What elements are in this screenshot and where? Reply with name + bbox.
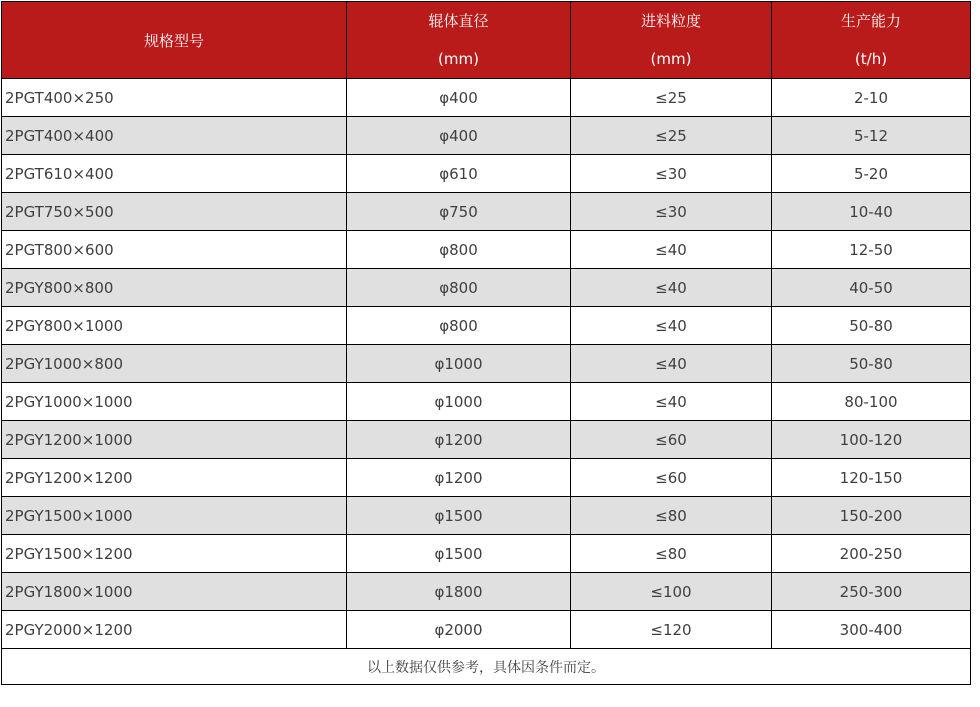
header-model (2, 2, 347, 79)
table-row (2, 231, 971, 269)
capacity-cell: 200-250 (772, 535, 971, 573)
feed-cell: ≤30 (571, 193, 772, 231)
diameter-cell: φ800 (347, 307, 571, 345)
diameter-cell: φ1500 (347, 497, 571, 535)
feed-cell: ≤100 (571, 573, 772, 611)
diameter-cell: φ750 (347, 193, 571, 231)
spec-table (1, 1, 971, 685)
header-feed-size (571, 2, 772, 79)
feed-cell: ≤40 (571, 307, 772, 345)
feed-cell: ≤40 (571, 269, 772, 307)
capacity-cell: 5-20 (772, 155, 971, 193)
capacity-cell: 10-40 (772, 193, 971, 231)
capacity-cell: 5-12 (772, 117, 971, 155)
table-row (2, 611, 971, 649)
model-cell: 2PGY1500×1000 (2, 497, 347, 535)
capacity-cell: 2-10 (772, 79, 971, 117)
diameter-cell: φ1000 (347, 345, 571, 383)
model-cell: 2PGY1000×1000 (2, 383, 347, 421)
header-capacity (772, 2, 971, 79)
table-row (2, 79, 971, 117)
feed-cell: ≤60 (571, 459, 772, 497)
diameter-cell: φ400 (347, 117, 571, 155)
diameter-cell: φ1200 (347, 421, 571, 459)
model-cell: 2PGY1500×1200 (2, 535, 347, 573)
header-diameter-title: 辊体直径 (428, 12, 489, 30)
model-cell: 2PGT610×400 (2, 155, 347, 193)
diameter-cell: φ2000 (347, 611, 571, 649)
header-diameter-unit: (mm) (438, 50, 479, 68)
diameter-cell: φ1500 (347, 535, 571, 573)
capacity-cell: 50-80 (772, 307, 971, 345)
capacity-cell: 100-120 (772, 421, 971, 459)
feed-cell: ≤60 (571, 421, 772, 459)
capacity-cell: 12-50 (772, 231, 971, 269)
capacity-cell: 80-100 (772, 383, 971, 421)
feed-cell: ≤80 (571, 497, 772, 535)
diameter-cell: φ1000 (347, 383, 571, 421)
feed-cell: ≤25 (571, 79, 772, 117)
model-cell: 2PGY1800×1000 (2, 573, 347, 611)
feed-cell: ≤40 (571, 345, 772, 383)
table-body (2, 79, 971, 649)
capacity-cell: 120-150 (772, 459, 971, 497)
diameter-cell: φ1800 (347, 573, 571, 611)
header-diameter (347, 2, 571, 79)
header-feed-size-unit: (mm) (650, 50, 692, 68)
model-cell: 2PGY800×800 (2, 269, 347, 307)
model-cell: 2PGY1200×1000 (2, 421, 347, 459)
feed-cell: ≤40 (571, 231, 772, 269)
diameter-cell: φ1200 (347, 459, 571, 497)
feed-cell: ≤40 (571, 383, 772, 421)
table-row (2, 573, 971, 611)
table-footer (2, 649, 971, 685)
table-row (2, 421, 971, 459)
feed-cell: ≤120 (571, 611, 772, 649)
table-row (2, 459, 971, 497)
model-cell: 2PGT750×500 (2, 193, 347, 231)
model-cell: 2PGT800×600 (2, 231, 347, 269)
table-row (2, 345, 971, 383)
header-feed-size-title: 进料粒度 (640, 12, 701, 30)
diameter-cell: φ800 (347, 269, 571, 307)
diameter-cell: φ800 (347, 231, 571, 269)
model-cell: 2PGT400×250 (2, 79, 347, 117)
table-footnote: 以上数据仅供参考，具体因条件而定。 (2, 649, 971, 685)
table-row (2, 155, 971, 193)
model-cell: 2PGY1200×1200 (2, 459, 347, 497)
model-cell: 2PGY800×1000 (2, 307, 347, 345)
feed-cell: ≤25 (571, 117, 772, 155)
capacity-cell: 300-400 (772, 611, 971, 649)
header-capacity-title: 生产能力 (840, 12, 901, 30)
capacity-cell: 40-50 (772, 269, 971, 307)
table-row (2, 497, 971, 535)
model-cell: 2PGY2000×1200 (2, 611, 347, 649)
header-model-title: 规格型号 (143, 31, 204, 50)
table-row (2, 535, 971, 573)
model-cell: 2PGT400×400 (2, 117, 347, 155)
footnote-row (2, 649, 971, 685)
table-row (2, 117, 971, 155)
feed-cell: ≤80 (571, 535, 772, 573)
capacity-cell: 150-200 (772, 497, 971, 535)
table-row (2, 307, 971, 345)
capacity-cell: 50-80 (772, 345, 971, 383)
table-row (2, 269, 971, 307)
table-header (2, 2, 971, 79)
feed-cell: ≤30 (571, 155, 772, 193)
model-cell: 2PGY1000×800 (2, 345, 347, 383)
diameter-cell: φ610 (347, 155, 571, 193)
diameter-cell: φ400 (347, 79, 571, 117)
capacity-cell: 250-300 (772, 573, 971, 611)
header-capacity-unit: (t/h) (854, 50, 888, 68)
table-row (2, 193, 971, 231)
table-row (2, 383, 971, 421)
header-row (2, 2, 971, 79)
